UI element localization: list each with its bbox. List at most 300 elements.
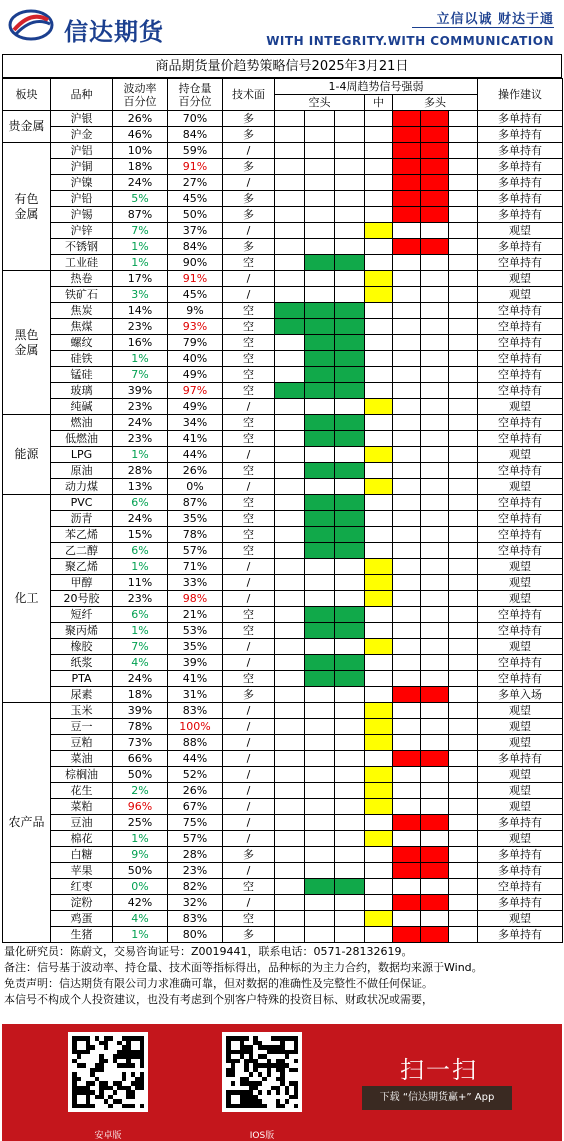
signal-cell xyxy=(365,879,393,895)
signal-cell xyxy=(335,687,365,703)
signal-cell xyxy=(275,575,305,591)
open-interest-cell: 83% xyxy=(168,703,223,719)
variety-cell: 不锈钢 xyxy=(51,239,113,255)
table-row xyxy=(3,479,563,495)
signal-cell xyxy=(421,655,449,671)
signal-cell xyxy=(365,143,393,159)
signal-cell xyxy=(305,559,335,575)
open-interest-cell: 50% xyxy=(168,207,223,223)
signal-cell xyxy=(335,703,365,719)
technical-cell: / xyxy=(223,767,275,783)
signal-cell xyxy=(365,735,393,751)
signal-cell xyxy=(275,335,305,351)
signal-cell xyxy=(421,591,449,607)
signal-cell xyxy=(393,895,421,911)
variety-cell: 热卷 xyxy=(51,271,113,287)
signal-cell xyxy=(393,879,421,895)
variety-cell: 焦煤 xyxy=(51,319,113,335)
signal-cell xyxy=(305,463,335,479)
signal-cell xyxy=(393,127,421,143)
advice-cell: 观望 xyxy=(478,831,563,847)
signal-cell xyxy=(421,767,449,783)
ios-qr-code[interactable] xyxy=(222,1032,302,1112)
signal-cell xyxy=(393,159,421,175)
signal-cell xyxy=(275,783,305,799)
signal-cell xyxy=(449,639,478,655)
signal-cell xyxy=(421,351,449,367)
signal-cell xyxy=(275,511,305,527)
open-interest-cell: 67% xyxy=(168,799,223,815)
open-interest-cell: 57% xyxy=(168,831,223,847)
signal-cell xyxy=(449,847,478,863)
volatility-cell: 42% xyxy=(113,895,168,911)
signal-cell xyxy=(305,447,335,463)
sector-cell: 农产品 xyxy=(3,703,51,943)
signal-cell xyxy=(393,543,421,559)
signal-cell xyxy=(305,879,335,895)
header-technical: 技术面 xyxy=(223,79,275,111)
signal-cell xyxy=(421,607,449,623)
table-row xyxy=(3,207,563,223)
signal-cell xyxy=(449,559,478,575)
table-row xyxy=(3,639,563,655)
signal-cell xyxy=(335,511,365,527)
signal-cell xyxy=(305,607,335,623)
signal-cell xyxy=(275,655,305,671)
signal-cell xyxy=(365,767,393,783)
variety-cell: 沪锡 xyxy=(51,207,113,223)
variety-cell: 20号胶 xyxy=(51,591,113,607)
signal-cell xyxy=(393,319,421,335)
signal-cell xyxy=(335,495,365,511)
signal-cell xyxy=(393,639,421,655)
signal-cell xyxy=(421,479,449,495)
signal-cell xyxy=(421,319,449,335)
footer xyxy=(2,944,562,1008)
table-row xyxy=(3,191,563,207)
signal-cell xyxy=(275,303,305,319)
signal-cell xyxy=(275,527,305,543)
signal-cell xyxy=(393,367,421,383)
signal-cell xyxy=(449,543,478,559)
signal-cell xyxy=(421,623,449,639)
open-interest-cell: 93% xyxy=(168,319,223,335)
signal-cell xyxy=(305,143,335,159)
variety-cell: 聚乙烯 xyxy=(51,559,113,575)
open-interest-cell: 35% xyxy=(168,639,223,655)
signal-cell xyxy=(305,543,335,559)
signal-cell xyxy=(275,639,305,655)
signal-cell xyxy=(449,239,478,255)
volatility-cell: 24% xyxy=(113,671,168,687)
signal-cell xyxy=(305,623,335,639)
technical-cell: 空 xyxy=(223,431,275,447)
variety-cell: PVC xyxy=(51,495,113,511)
header-sector: 板块 xyxy=(3,79,51,111)
volatility-cell: 1% xyxy=(113,831,168,847)
advice-cell: 空单持有 xyxy=(478,303,563,319)
signal-cell xyxy=(393,591,421,607)
signal-cell xyxy=(449,719,478,735)
signal-cell xyxy=(393,575,421,591)
signal-cell xyxy=(393,287,421,303)
signal-cell xyxy=(449,223,478,239)
volatility-cell: 17% xyxy=(113,271,168,287)
signal-cell xyxy=(305,223,335,239)
signal-cell xyxy=(275,191,305,207)
slogan-divider xyxy=(412,27,554,28)
volatility-cell: 25% xyxy=(113,815,168,831)
signal-cell xyxy=(335,143,365,159)
technical-cell: / xyxy=(223,175,275,191)
technical-cell: 空 xyxy=(223,319,275,335)
signal-cell xyxy=(393,399,421,415)
signal-cell xyxy=(449,863,478,879)
open-interest-cell: 59% xyxy=(168,143,223,159)
table-row xyxy=(3,911,563,927)
variety-cell: 低燃油 xyxy=(51,431,113,447)
signal-cell xyxy=(275,751,305,767)
signal-cell xyxy=(275,895,305,911)
advice-cell: 观望 xyxy=(478,767,563,783)
header-short: 空头 xyxy=(275,95,365,111)
signal-cell xyxy=(449,255,478,271)
open-interest-cell: 90% xyxy=(168,255,223,271)
open-interest-cell: 9% xyxy=(168,303,223,319)
signal-cell xyxy=(449,287,478,303)
signal-cell xyxy=(393,719,421,735)
technical-cell: 空 xyxy=(223,335,275,351)
technical-cell: / xyxy=(223,639,275,655)
signal-cell xyxy=(421,895,449,911)
signal-cell xyxy=(393,559,421,575)
technical-cell: 空 xyxy=(223,463,275,479)
advice-cell: 观望 xyxy=(478,911,563,927)
table-row xyxy=(3,127,563,143)
signal-cell xyxy=(393,223,421,239)
open-interest-cell: 52% xyxy=(168,767,223,783)
advice-cell: 观望 xyxy=(478,287,563,303)
slogan-cn: 立信以诚 财达于通 xyxy=(436,12,554,27)
signal-cell xyxy=(335,799,365,815)
technical-cell: / xyxy=(223,831,275,847)
header-long: 多头 xyxy=(393,95,478,111)
open-interest-cell: 44% xyxy=(168,751,223,767)
table-row xyxy=(3,927,563,943)
technical-cell: 多 xyxy=(223,111,275,127)
signal-cell xyxy=(421,719,449,735)
open-interest-cell: 0% xyxy=(168,479,223,495)
technical-cell: / xyxy=(223,703,275,719)
signal-cell xyxy=(449,191,478,207)
open-interest-cell: 70% xyxy=(168,111,223,127)
variety-cell: 沪金 xyxy=(51,127,113,143)
signal-cell xyxy=(275,607,305,623)
variety-cell: 生猪 xyxy=(51,927,113,943)
signal-table xyxy=(2,78,563,943)
advice-cell: 空单持有 xyxy=(478,671,563,687)
signal-cell xyxy=(335,383,365,399)
volatility-cell: 1% xyxy=(113,927,168,943)
signal-cell xyxy=(421,559,449,575)
table-row xyxy=(3,671,563,687)
open-interest-cell: 41% xyxy=(168,431,223,447)
scan-text: 扫一扫 xyxy=(400,1056,478,1084)
signal-cell xyxy=(365,287,393,303)
signal-cell xyxy=(421,799,449,815)
advice-cell: 空单持有 xyxy=(478,255,563,271)
footer-researcher: 量化研究员：陈蔚文，交易咨询证号：Z0019441，联系电话：0571-28132619。 xyxy=(4,945,413,958)
table-row xyxy=(3,719,563,735)
signal-cell xyxy=(305,815,335,831)
open-interest-cell: 32% xyxy=(168,895,223,911)
signal-cell xyxy=(365,831,393,847)
signal-cell xyxy=(365,527,393,543)
signal-cell xyxy=(365,191,393,207)
signal-cell xyxy=(335,671,365,687)
variety-cell: 棉花 xyxy=(51,831,113,847)
volatility-cell: 3% xyxy=(113,287,168,303)
table-row xyxy=(3,383,563,399)
signal-cell xyxy=(365,159,393,175)
signal-cell xyxy=(275,879,305,895)
footer-disclaimer: 免责声明：信达期货有限公司力求准确可靠，但对数据的准确性及完整性不做任何保证。 xyxy=(4,977,433,990)
signal-cell xyxy=(365,383,393,399)
signal-cell xyxy=(365,463,393,479)
signal-cell xyxy=(449,447,478,463)
signal-cell xyxy=(335,127,365,143)
advice-cell: 空单持有 xyxy=(478,543,563,559)
signal-cell xyxy=(365,847,393,863)
signal-cell xyxy=(365,815,393,831)
signal-cell xyxy=(275,591,305,607)
download-app-button[interactable]: 下载 “信达期货赢+” App xyxy=(362,1086,512,1110)
technical-cell: 空 xyxy=(223,351,275,367)
signal-cell xyxy=(393,815,421,831)
signal-cell xyxy=(275,623,305,639)
variety-cell: 沪铅 xyxy=(51,191,113,207)
open-interest-cell: 79% xyxy=(168,335,223,351)
signal-cell xyxy=(393,735,421,751)
signal-cell xyxy=(335,847,365,863)
table-row xyxy=(3,287,563,303)
signal-cell xyxy=(335,207,365,223)
signal-cell xyxy=(393,383,421,399)
variety-cell: 花生 xyxy=(51,783,113,799)
volatility-cell: 78% xyxy=(113,719,168,735)
advice-cell: 空单持有 xyxy=(478,511,563,527)
signal-cell xyxy=(365,863,393,879)
sector-cell: 有色 金属 xyxy=(3,143,51,271)
volatility-cell: 39% xyxy=(113,383,168,399)
advice-cell: 观望 xyxy=(478,639,563,655)
signal-cell xyxy=(449,815,478,831)
table-row xyxy=(3,223,563,239)
signal-cell xyxy=(335,751,365,767)
signal-cell xyxy=(335,895,365,911)
volatility-cell: 4% xyxy=(113,655,168,671)
advice-cell: 空单持有 xyxy=(478,319,563,335)
signal-cell xyxy=(305,287,335,303)
technical-cell: 多 xyxy=(223,159,275,175)
signal-cell xyxy=(305,783,335,799)
signal-cell xyxy=(449,335,478,351)
advice-cell: 多单持有 xyxy=(478,895,563,911)
download-banner xyxy=(2,1024,562,1141)
signal-cell xyxy=(449,271,478,287)
signal-cell xyxy=(393,607,421,623)
table-row xyxy=(3,319,563,335)
technical-cell: / xyxy=(223,719,275,735)
signal-cell xyxy=(335,303,365,319)
table-row xyxy=(3,607,563,623)
signal-cell xyxy=(421,495,449,511)
signal-cell xyxy=(393,495,421,511)
technical-cell: / xyxy=(223,783,275,799)
table-row xyxy=(3,511,563,527)
signal-cell xyxy=(335,863,365,879)
signal-cell xyxy=(335,911,365,927)
signal-cell xyxy=(421,175,449,191)
variety-cell: 焦炭 xyxy=(51,303,113,319)
advice-cell: 多单持有 xyxy=(478,127,563,143)
signal-cell xyxy=(365,255,393,271)
volatility-cell: 26% xyxy=(113,111,168,127)
android-qr-code[interactable] xyxy=(68,1032,148,1112)
open-interest-cell: 33% xyxy=(168,575,223,591)
signal-cell xyxy=(393,479,421,495)
open-interest-cell: 75% xyxy=(168,815,223,831)
volatility-cell: 50% xyxy=(113,767,168,783)
signal-cell xyxy=(305,431,335,447)
signal-cell xyxy=(335,559,365,575)
signal-cell xyxy=(421,447,449,463)
signal-cell xyxy=(275,367,305,383)
advice-cell: 空单持有 xyxy=(478,367,563,383)
open-interest-cell: 91% xyxy=(168,159,223,175)
report-title: 商品期货量价趋势策略信号2025年3月21日 xyxy=(2,54,562,78)
volatility-cell: 0% xyxy=(113,879,168,895)
volatility-cell: 46% xyxy=(113,127,168,143)
table-row xyxy=(3,255,563,271)
advice-cell: 多单持有 xyxy=(478,175,563,191)
volatility-cell: 1% xyxy=(113,351,168,367)
signal-cell xyxy=(449,703,478,719)
signal-cell xyxy=(421,543,449,559)
signal-cell xyxy=(335,543,365,559)
signal-cell xyxy=(365,639,393,655)
signal-cell xyxy=(393,671,421,687)
signal-cell xyxy=(421,863,449,879)
volatility-cell: 18% xyxy=(113,687,168,703)
signal-cell xyxy=(305,655,335,671)
advice-cell: 空单持有 xyxy=(478,335,563,351)
technical-cell: / xyxy=(223,271,275,287)
open-interest-cell: 35% xyxy=(168,511,223,527)
signal-cell xyxy=(393,927,421,943)
advice-cell: 观望 xyxy=(478,559,563,575)
table-row xyxy=(3,303,563,319)
signal-cell xyxy=(365,447,393,463)
volatility-cell: 7% xyxy=(113,367,168,383)
open-interest-cell: 34% xyxy=(168,415,223,431)
technical-cell: 空 xyxy=(223,255,275,271)
volatility-cell: 11% xyxy=(113,575,168,591)
signal-cell xyxy=(449,927,478,943)
technical-cell: 多 xyxy=(223,239,275,255)
table-row xyxy=(3,655,563,671)
variety-cell: 尿素 xyxy=(51,687,113,703)
signal-cell xyxy=(305,831,335,847)
technical-cell: / xyxy=(223,735,275,751)
signal-cell xyxy=(393,527,421,543)
open-interest-cell: 91% xyxy=(168,271,223,287)
signal-cell xyxy=(305,703,335,719)
signal-cell xyxy=(275,703,305,719)
header xyxy=(0,0,564,52)
variety-cell: 菜粕 xyxy=(51,799,113,815)
open-interest-cell: 98% xyxy=(168,591,223,607)
signal-cell xyxy=(305,927,335,943)
signal-cell xyxy=(305,383,335,399)
signal-cell xyxy=(365,479,393,495)
signal-cell xyxy=(421,671,449,687)
signal-cell xyxy=(393,271,421,287)
signal-cell xyxy=(335,767,365,783)
signal-cell xyxy=(449,351,478,367)
signal-cell xyxy=(365,559,393,575)
signal-cell xyxy=(335,255,365,271)
advice-cell: 空单持有 xyxy=(478,527,563,543)
signal-cell xyxy=(305,847,335,863)
volatility-cell: 1% xyxy=(113,559,168,575)
signal-cell xyxy=(305,911,335,927)
open-interest-cell: 82% xyxy=(168,879,223,895)
table-row xyxy=(3,415,563,431)
signal-cell xyxy=(449,831,478,847)
advice-cell: 多单持有 xyxy=(478,111,563,127)
table-row xyxy=(3,687,563,703)
open-interest-cell: 71% xyxy=(168,559,223,575)
variety-cell: 橡胶 xyxy=(51,639,113,655)
signal-cell xyxy=(393,175,421,191)
signal-cell xyxy=(335,271,365,287)
signal-cell xyxy=(275,383,305,399)
variety-cell: 原油 xyxy=(51,463,113,479)
signal-cell xyxy=(421,463,449,479)
signal-cell xyxy=(275,767,305,783)
variety-cell: 螺纹 xyxy=(51,335,113,351)
signal-cell xyxy=(421,287,449,303)
open-interest-cell: 87% xyxy=(168,495,223,511)
variety-cell: 短纤 xyxy=(51,607,113,623)
signal-cell xyxy=(335,719,365,735)
signal-cell xyxy=(335,431,365,447)
open-interest-cell: 23% xyxy=(168,863,223,879)
signal-cell xyxy=(449,495,478,511)
signal-cell xyxy=(421,303,449,319)
signal-cell xyxy=(393,831,421,847)
signal-cell xyxy=(421,703,449,719)
table-row xyxy=(3,783,563,799)
signal-cell xyxy=(449,207,478,223)
signal-cell xyxy=(421,239,449,255)
signal-cell xyxy=(365,367,393,383)
signal-cell xyxy=(365,719,393,735)
technical-cell: / xyxy=(223,591,275,607)
table-row xyxy=(3,767,563,783)
volatility-cell: 1% xyxy=(113,239,168,255)
